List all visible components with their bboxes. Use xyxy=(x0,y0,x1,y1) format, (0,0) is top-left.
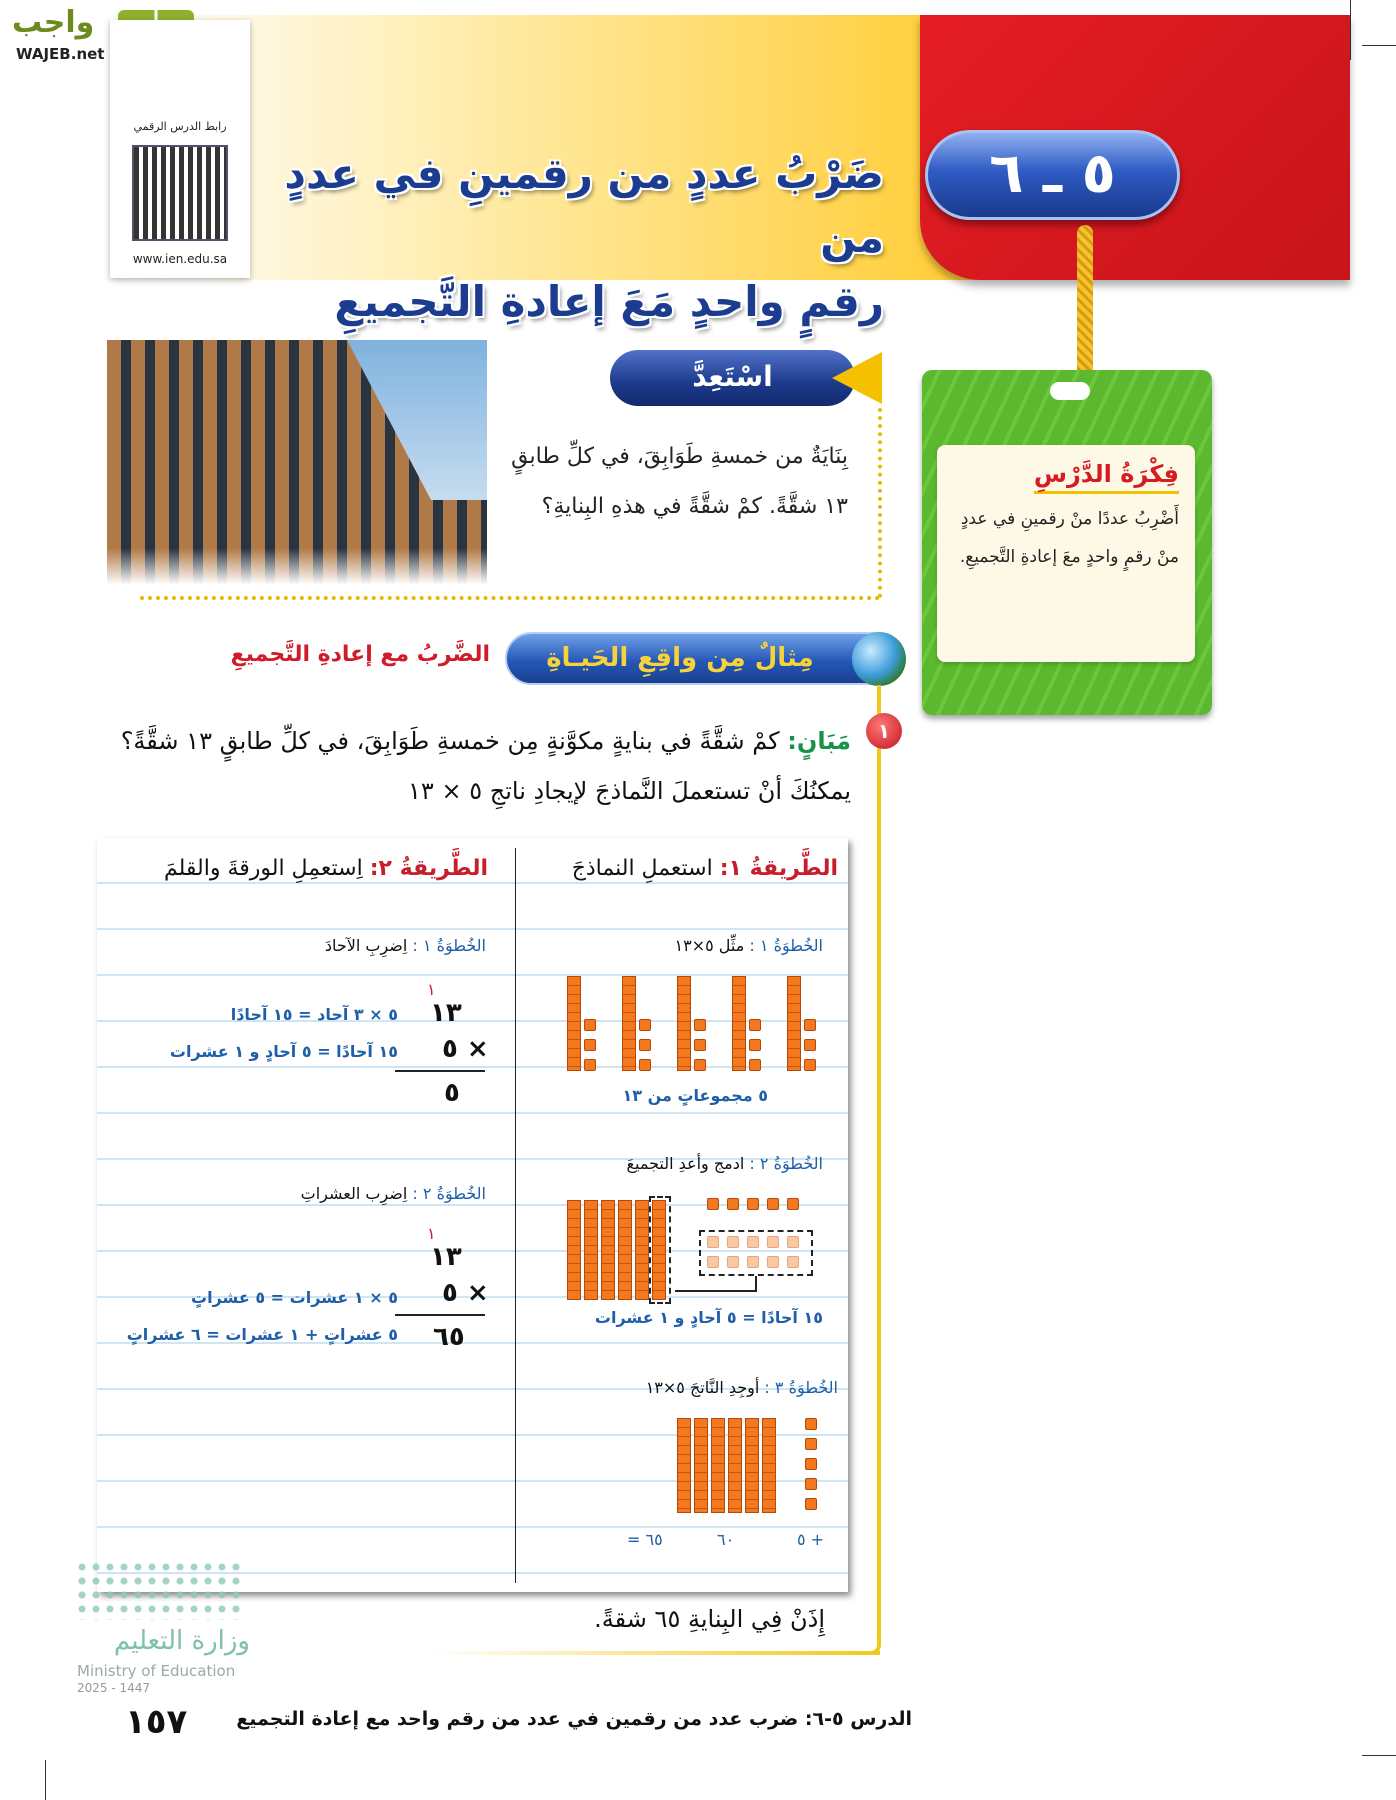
tens-rod xyxy=(601,1200,615,1300)
ministry-year: 2025 - 1447 xyxy=(77,1681,151,1695)
method-2-title: اِستعمِلِ الورقةَ والقلمَ xyxy=(163,856,363,881)
method-2-label: الطَّريقةُ ٢: xyxy=(369,856,488,881)
ones-cube xyxy=(805,1478,817,1490)
m2-step1-multiplier: × ٥ xyxy=(442,1034,489,1064)
globe-icon xyxy=(852,632,906,686)
dotted-border xyxy=(878,408,882,598)
m2-step2-result: ٦٥ xyxy=(433,1322,465,1352)
worksheet xyxy=(97,838,848,1592)
footer-lesson-ref: الدرس ٥-٦: ضرب عدد من رقمين في عدد من رقم واحد مع إعادة التجميع xyxy=(236,1708,912,1730)
lesson-idea xyxy=(937,445,1195,662)
ones-cube xyxy=(804,1039,816,1051)
m2-step1-multiplicand: ١٣ xyxy=(430,998,462,1028)
ones-cube xyxy=(805,1458,817,1470)
ones-cube xyxy=(694,1019,706,1031)
crop-mark xyxy=(1362,45,1396,46)
qr-card[interactable] xyxy=(110,20,250,278)
sum-tens: ٦٠ xyxy=(717,1530,735,1549)
ones-cube xyxy=(805,1418,817,1430)
lesson-idea-text: أَضْرِبُ عددًا منْ رقمينِ في عددٍ منْ رقمٍ واحدٍ معَ إعادةِ التَّجميعِ. xyxy=(959,509,1179,567)
example-bracket-line xyxy=(430,1651,880,1655)
m2-step1 xyxy=(325,936,486,955)
ones-cube xyxy=(707,1256,719,1268)
page-number: ١٥٧ xyxy=(125,1702,188,1742)
conclusion: إِذَنْ فِي البِنايةِ ٦٥ شقةً. xyxy=(594,1605,825,1633)
tens-rod xyxy=(762,1418,776,1513)
m1-step3-text: أوجِدِ النَّاتجَ ٥×١٣ xyxy=(645,1378,760,1397)
example-keyword: مَبَانٍ: xyxy=(787,727,851,755)
ones-cube xyxy=(767,1236,779,1248)
method-1-title: استعملِ النماذجَ xyxy=(571,856,713,881)
qr-label: رابط الدرس الرقمي xyxy=(133,120,227,133)
qr-url[interactable]: www.ien.edu.sa xyxy=(132,252,228,266)
ones-cube xyxy=(747,1198,759,1210)
sum-ones: ٥ + xyxy=(797,1530,825,1549)
ones-cube xyxy=(584,1059,596,1071)
tens-rod xyxy=(787,976,801,1071)
tens-rod xyxy=(567,976,581,1071)
sum-line xyxy=(395,1070,485,1072)
regroup-box xyxy=(649,1196,671,1304)
m1-step2 xyxy=(626,1154,823,1173)
ones-cube xyxy=(805,1498,817,1510)
m2-step2-note2: ٥ عشراتٍ + ١ عشرات = ٦ عشراتٍ xyxy=(126,1325,398,1344)
lesson-number-badge: ٥ ـ ٦ xyxy=(925,130,1180,220)
m1-step3 xyxy=(646,1378,838,1397)
m2-step2-text: اِضرِب العشراتِ xyxy=(300,1184,408,1203)
crop-mark xyxy=(1350,0,1351,60)
m2-step2 xyxy=(301,1184,486,1203)
lesson-idea-heading: فِكْرَةُ الدَّرْسِ xyxy=(1034,457,1179,494)
tens-rod xyxy=(728,1418,742,1513)
m2-step1-label: الخُطوَةُ ١ : xyxy=(412,936,486,955)
ones-cube xyxy=(727,1256,739,1268)
get-ready-label: اسْتَعِدَّ xyxy=(610,350,855,406)
get-ready-line-2: ١٣ شقَّةً. كمْ شقَّةً في هذهِ البِنايةِ؟ xyxy=(541,494,848,519)
ones-cube xyxy=(749,1019,761,1031)
m1-step1-caption: ٥ مجموعاتٍ من ١٣ xyxy=(622,1086,768,1105)
logo-latin: WAJEB.net xyxy=(16,45,105,63)
m2-step1-carry: ١ xyxy=(427,980,436,999)
tens-rod xyxy=(584,1200,598,1300)
tens-rod xyxy=(732,976,746,1071)
ones-cube xyxy=(767,1256,779,1268)
get-ready-line-1: بِنَايَةٌ من خمسةِ طَوَابِقَ، في كلِّ طابقٍ xyxy=(511,444,848,469)
m2-step1-note1: ٥ × ٣ آحاد = ١٥ آحادًا xyxy=(230,1005,398,1024)
real-life-subtitle: الضَّربُ مع إعادةِ التَّجميعِ xyxy=(230,642,490,667)
title-line-1: ضَرْبُ عددٍ من رقمينِ في عددٍ من xyxy=(284,149,884,262)
ministry-logo xyxy=(75,1560,250,1700)
ministry-english: Ministry of Education xyxy=(77,1662,236,1680)
crop-mark xyxy=(45,1760,46,1800)
example-question xyxy=(31,716,851,816)
triangle-icon xyxy=(832,352,882,404)
m2-step1-text: اِضرِبِ الآحادَ xyxy=(324,936,408,955)
sum-line xyxy=(395,1314,485,1316)
m2-step2-multiplier: × ٥ xyxy=(442,1278,489,1308)
ones-cube xyxy=(787,1236,799,1248)
example-number-badge: ١ xyxy=(866,713,902,749)
ones-cube xyxy=(584,1019,596,1031)
tens-rod xyxy=(618,1200,632,1300)
ones-cube xyxy=(747,1236,759,1248)
tens-rod xyxy=(635,1200,649,1300)
ones-cube xyxy=(727,1236,739,1248)
ones-cube xyxy=(584,1039,596,1051)
tens-rod xyxy=(677,976,691,1071)
base-ten-regroup-model xyxy=(567,1190,817,1300)
tens-rod xyxy=(745,1418,759,1513)
m1-step2-text: ادمج وأعدِ التجميعَ xyxy=(626,1154,745,1173)
ones-cube xyxy=(767,1198,779,1210)
ones-cube xyxy=(727,1198,739,1210)
tens-rod xyxy=(694,1418,708,1513)
crop-mark xyxy=(1362,1755,1396,1756)
tens-rod xyxy=(677,1418,691,1513)
m2-step2-carry: ١ xyxy=(427,1224,436,1243)
ones-cube xyxy=(639,1039,651,1051)
ones-cube xyxy=(694,1039,706,1051)
method-1-heading xyxy=(572,856,838,881)
m1-step2-label: الخُطوَةُ ٢ : xyxy=(749,1154,823,1173)
m1-step1 xyxy=(675,936,823,955)
example-line-2: يمكنُكَ أنْ تستعملَ النَّماذجَ لإيجادِ ناتجِ ٥ × ١٣ xyxy=(408,777,851,805)
m2-step2-multiplicand: ١٣ xyxy=(430,1242,462,1272)
m2-step2-label: الخُطوَةُ ٢ : xyxy=(412,1184,486,1203)
ones-cube xyxy=(639,1059,651,1071)
m2-step1-note2: ١٥ آحادًا = ٥ آحادٍ و ١ عشرات xyxy=(169,1042,398,1061)
get-ready-text xyxy=(418,432,848,532)
base-ten-result-model xyxy=(677,1418,827,1518)
ones-cube xyxy=(805,1438,817,1450)
ones-cube xyxy=(749,1039,761,1051)
ones-cube xyxy=(694,1059,706,1071)
ministry-arabic: وزارة التعليم xyxy=(113,1626,250,1656)
real-life-example-header: مِثالٌ مِن واقِعِ الحَيـاةِ xyxy=(505,632,905,685)
column-divider xyxy=(515,848,516,1583)
ones-cube xyxy=(747,1256,759,1268)
ones-cube xyxy=(787,1198,799,1210)
arrow-icon xyxy=(675,1276,757,1292)
method-1-label: الطَّريقةُ ١: xyxy=(719,856,838,881)
dotted-border xyxy=(140,596,880,600)
ones-cube xyxy=(707,1198,719,1210)
qr-code-icon[interactable] xyxy=(132,145,228,241)
m1-step1-label: الخُطوَةُ ١ : xyxy=(749,936,823,955)
example-question-text: كمْ شقَّةً في بنايةٍ مكوَّنةٍ مِن خمسةِ طَوَابِقَ، في كلِّ طابقٍ ١٣ شقَّةً؟ xyxy=(120,727,780,755)
logo-arabic: واجب xyxy=(12,5,95,40)
ones-cube xyxy=(804,1019,816,1031)
ones-cube xyxy=(804,1059,816,1071)
get-ready-header xyxy=(610,350,882,406)
m1-step1-text: مثِّل ٥×١٣ xyxy=(674,936,745,955)
tens-rod xyxy=(567,1200,581,1300)
method-2-heading xyxy=(164,856,488,881)
m1-step2-caption: ١٥ آحادًا = ٥ آحادٍ و ١ عشرات xyxy=(594,1308,823,1327)
m2-step1-result: ٥ xyxy=(444,1078,460,1108)
tens-rod xyxy=(711,1418,725,1513)
ones-cube xyxy=(639,1019,651,1031)
ones-cube xyxy=(707,1236,719,1248)
sum-total: = ٦٥ xyxy=(627,1530,663,1549)
base-ten-model-5x13 xyxy=(567,976,817,1076)
hanger-hole xyxy=(1050,382,1090,400)
example-bracket-line xyxy=(871,685,881,1655)
lesson-title xyxy=(264,142,884,334)
ones-cube xyxy=(787,1256,799,1268)
m1-step3-label: الخُطوَةُ ٣ : xyxy=(764,1378,838,1397)
title-line-2: رقمٍ واحدٍ مَعَ إعادةِ التَّجميعِ xyxy=(334,277,884,326)
ones-cube xyxy=(749,1059,761,1071)
ministry-dots xyxy=(75,1560,245,1620)
tens-rod xyxy=(622,976,636,1071)
m2-step2-note1: ٥ × ١ عشرات = ٥ عشراتٍ xyxy=(191,1288,398,1307)
